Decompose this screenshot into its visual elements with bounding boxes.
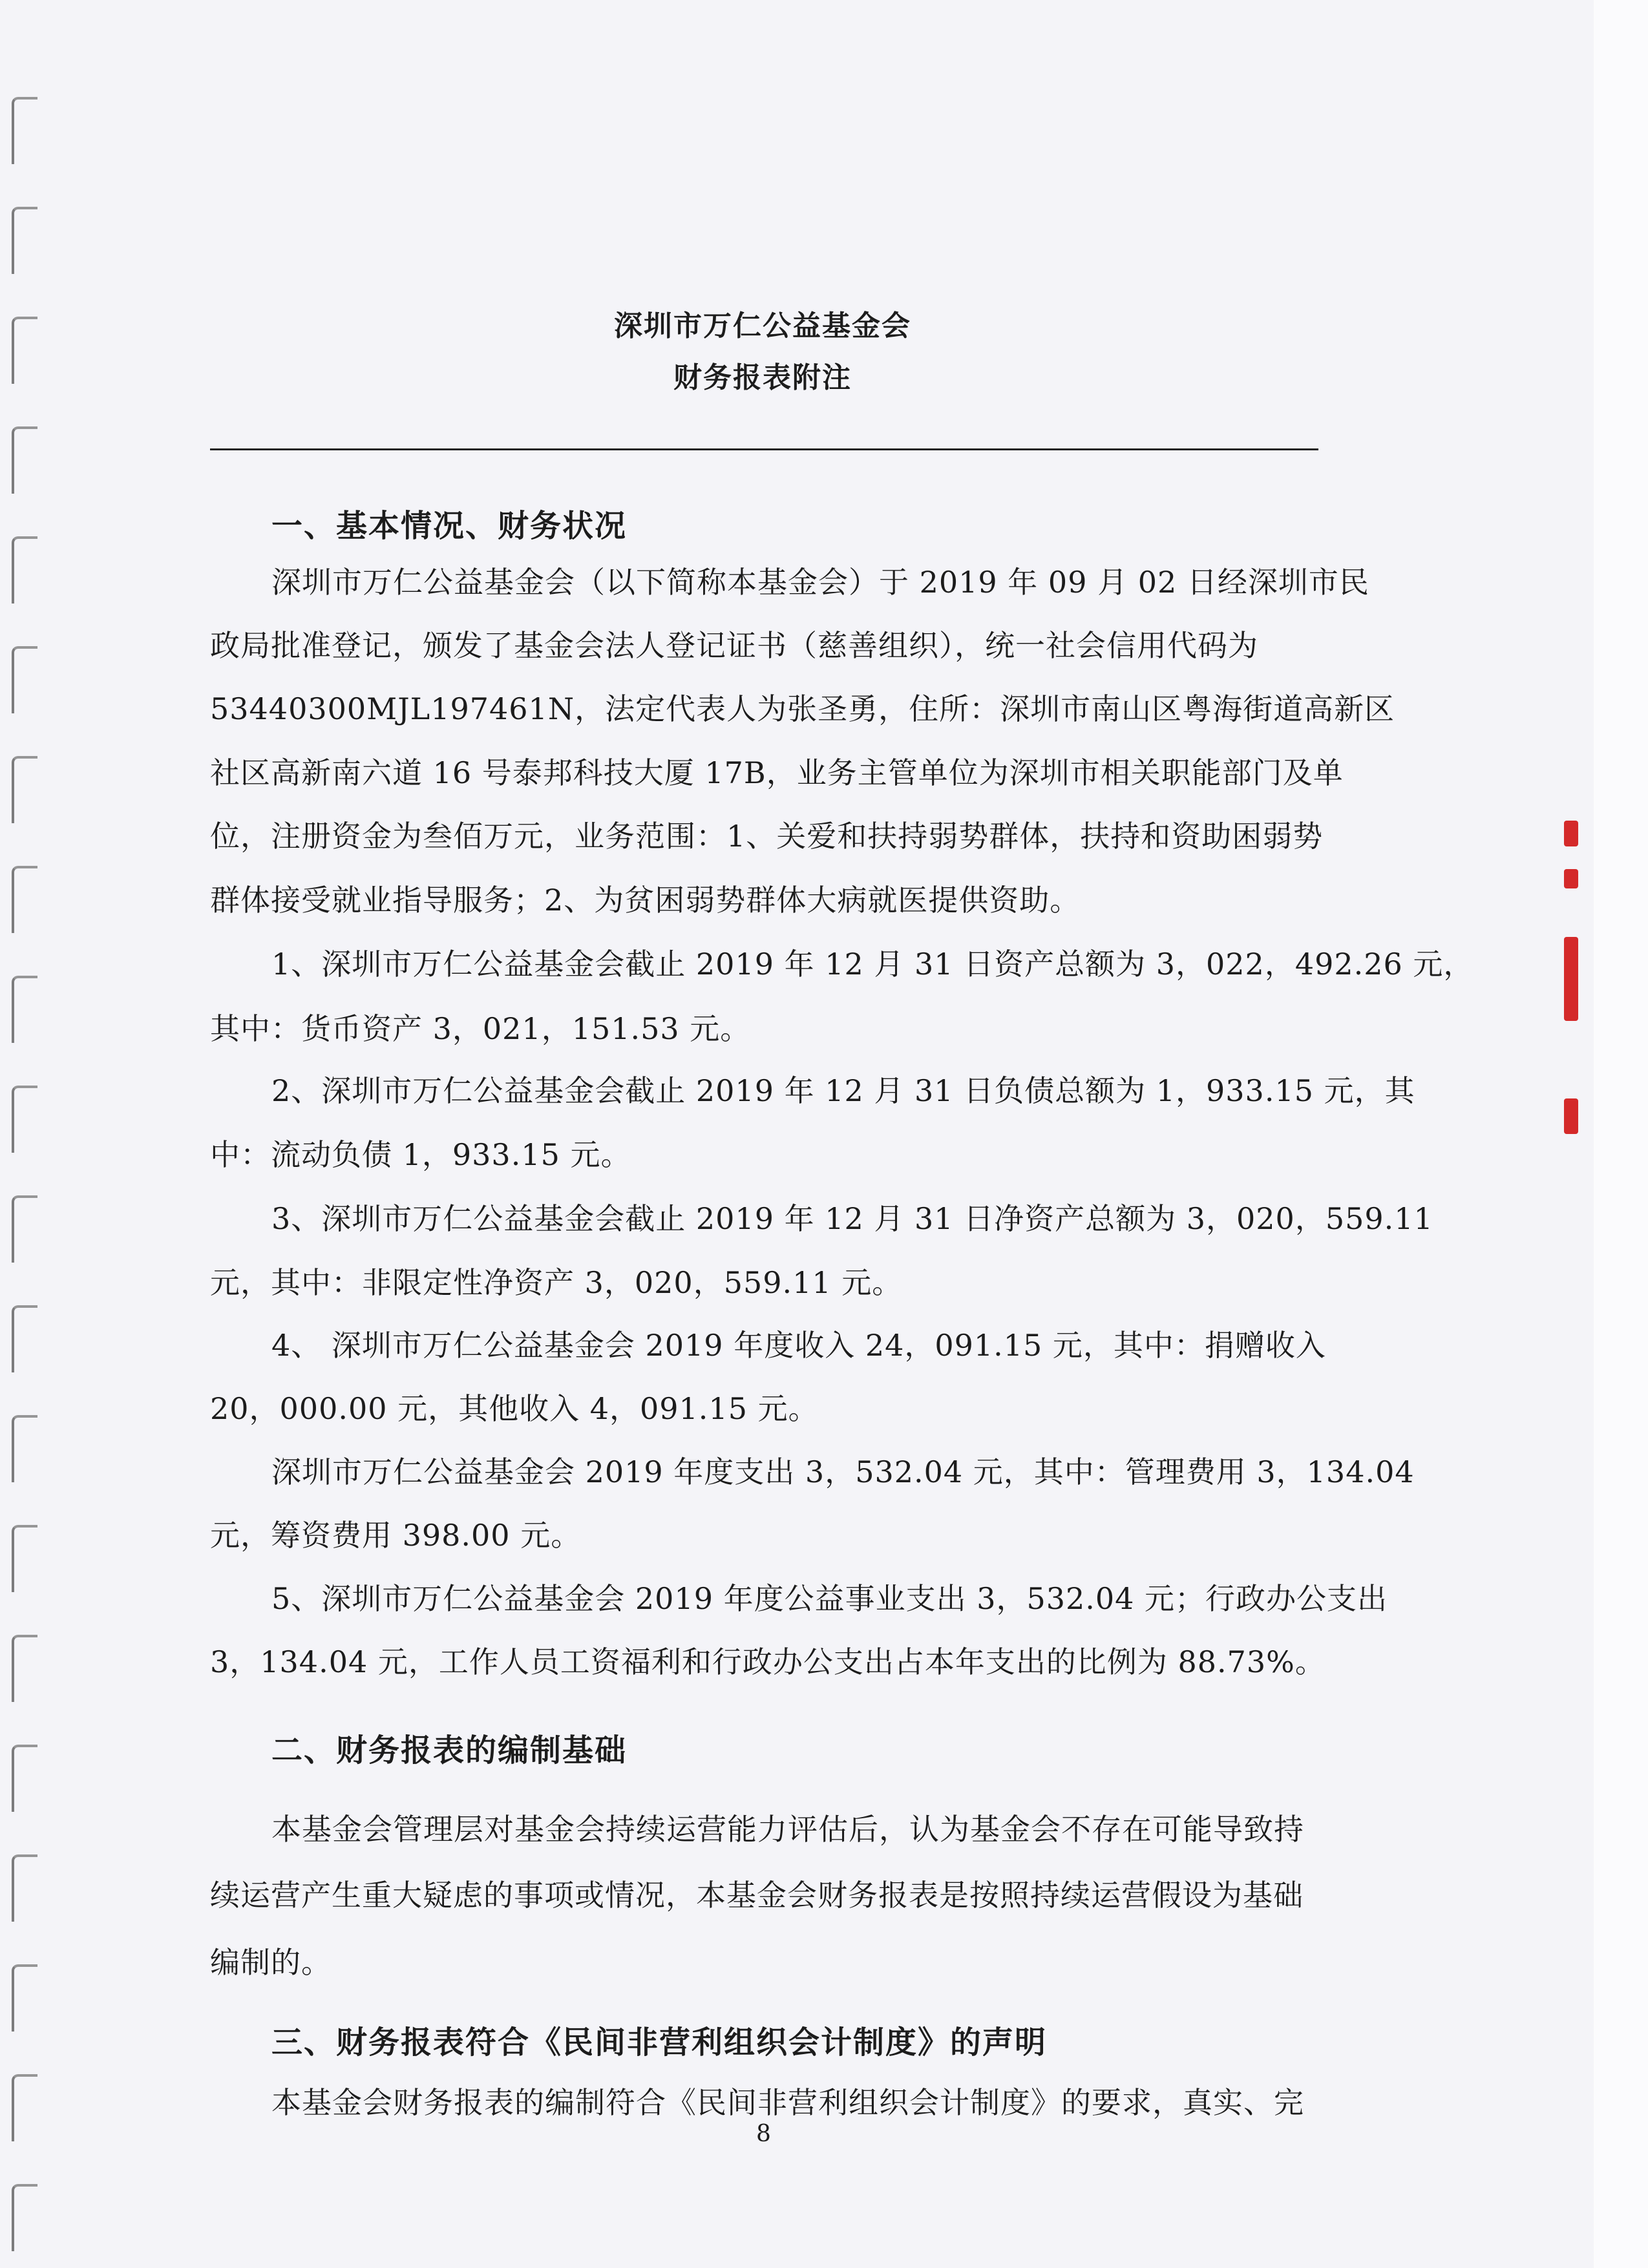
paragraph-line: 53440300MJL197461N，法定代表人为张圣勇，住所：深圳市南山区粤海街道高新区	[210, 691, 1395, 726]
paragraph-line: 位，注册资金为叁佰万元，业务范围：1、关爱和扶持弱势群体，扶持和资助困弱势	[210, 819, 1324, 854]
paragraph-line: 其中：货币资产 3，021，151.53 元。	[210, 1011, 751, 1046]
binding-hole	[12, 97, 37, 164]
seal-stamp-fragment	[1564, 1098, 1578, 1134]
doc-title: 财务报表附注	[673, 361, 852, 394]
binding-hole	[12, 1195, 37, 1263]
paragraph-line: 5、深圳市万仁公益基金会 2019 年度公益事业支出 3，532.04 元；行政办公支出	[271, 1581, 1388, 1616]
title-divider	[210, 448, 1318, 450]
paragraph-line: 元，筹资费用 398.00 元。	[210, 1518, 582, 1553]
paragraph-line: 元，其中：非限定性净资产 3，020，559.11 元。	[210, 1265, 903, 1300]
binding-hole	[12, 866, 37, 933]
binding-hole	[12, 2184, 37, 2251]
binding-hole	[12, 1635, 37, 1702]
binding-hole	[12, 1415, 37, 1482]
binding-hole	[12, 756, 37, 823]
paragraph-line: 编制的。	[210, 1945, 332, 1980]
page-edge	[1594, 0, 1648, 2268]
seal-stamp-fragment	[1564, 821, 1578, 846]
section-heading-basic-info: 一、基本情况、财务状况	[271, 508, 628, 544]
binding-hole	[12, 1745, 37, 1812]
org-title: 深圳市万仁公益基金会	[614, 310, 911, 342]
binding-hole	[12, 1305, 37, 1372]
paragraph-line: 社区高新南六道 16 号泰邦科技大厦 17B，业务主管单位为深圳市相关职能部门及单	[210, 755, 1344, 790]
paragraph-line: 中：流动负债 1，933.15 元。	[210, 1137, 631, 1172]
seal-stamp-fragment	[1564, 869, 1578, 888]
seal-stamp-fragment	[1564, 937, 1578, 1021]
binding-hole	[12, 2074, 37, 2141]
page-number: 8	[756, 2121, 771, 2147]
paragraph-line: 本基金会财务报表的编制符合《民间非营利组织会计制度》的要求，真实、完	[271, 2085, 1304, 2120]
binding-hole	[12, 426, 37, 494]
paragraph-line: 政局批准登记，颁发了基金会法人登记证书（慈善组织），统一社会信用代码为	[210, 628, 1258, 663]
paragraph-line: 本基金会管理层对基金会持续运营能力评估后，认为基金会不存在可能导致持	[271, 1812, 1304, 1847]
paragraph-line: 3、深圳市万仁公益基金会截止 2019 年 12 月 31 日净资产总额为 3，020，559.11	[271, 1201, 1433, 1236]
paragraph-line: 4、 深圳市万仁公益基金会 2019 年度收入 24，091.15 元，其中：捐赠收入	[271, 1328, 1326, 1363]
binding-hole	[12, 1854, 37, 1922]
paragraph-line: 深圳市万仁公益基金会 2019 年度支出 3，532.04 元，其中：管理费用 3，134.04	[271, 1454, 1415, 1489]
paragraph-line: 2、深圳市万仁公益基金会截止 2019 年 12 月 31 日负债总额为 1，933.15 元，其	[271, 1073, 1415, 1108]
section-heading-basis: 二、财务报表的编制基础	[271, 1732, 628, 1769]
binding-hole	[12, 976, 37, 1043]
paragraph-line: 20，000.00 元，其他收入 4，091.15 元。	[210, 1391, 819, 1426]
binding-hole	[12, 646, 37, 713]
paragraph-line: 深圳市万仁公益基金会（以下简称本基金会）于 2019 年 09 月 02 日经深圳市民	[271, 565, 1369, 600]
binding-hole	[12, 207, 37, 274]
binding-hole	[12, 536, 37, 604]
binding-hole	[12, 1525, 37, 1592]
paragraph-line: 3，134.04 元，工作人员工资福利和行政办公支出占本年支出的比例为 88.73%。	[210, 1644, 1326, 1679]
paragraph-line: 续运营产生重大疑虑的事项或情况，本基金会财务报表是按照持续运营假设为基础	[210, 1878, 1304, 1913]
binding-hole	[12, 1964, 37, 2032]
paragraph-line: 群体接受就业指导服务；2、为贫困弱势群体大病就医提供资助。	[210, 883, 1081, 918]
binding-hole	[12, 1086, 37, 1153]
paragraph-line: 1、深圳市万仁公益基金会截止 2019 年 12 月 31 日资产总额为 3，022，492.26 元，	[271, 947, 1474, 982]
section-heading-statement: 三、财务报表符合《民间非营利组织会计制度》的声明	[271, 2024, 1048, 2061]
